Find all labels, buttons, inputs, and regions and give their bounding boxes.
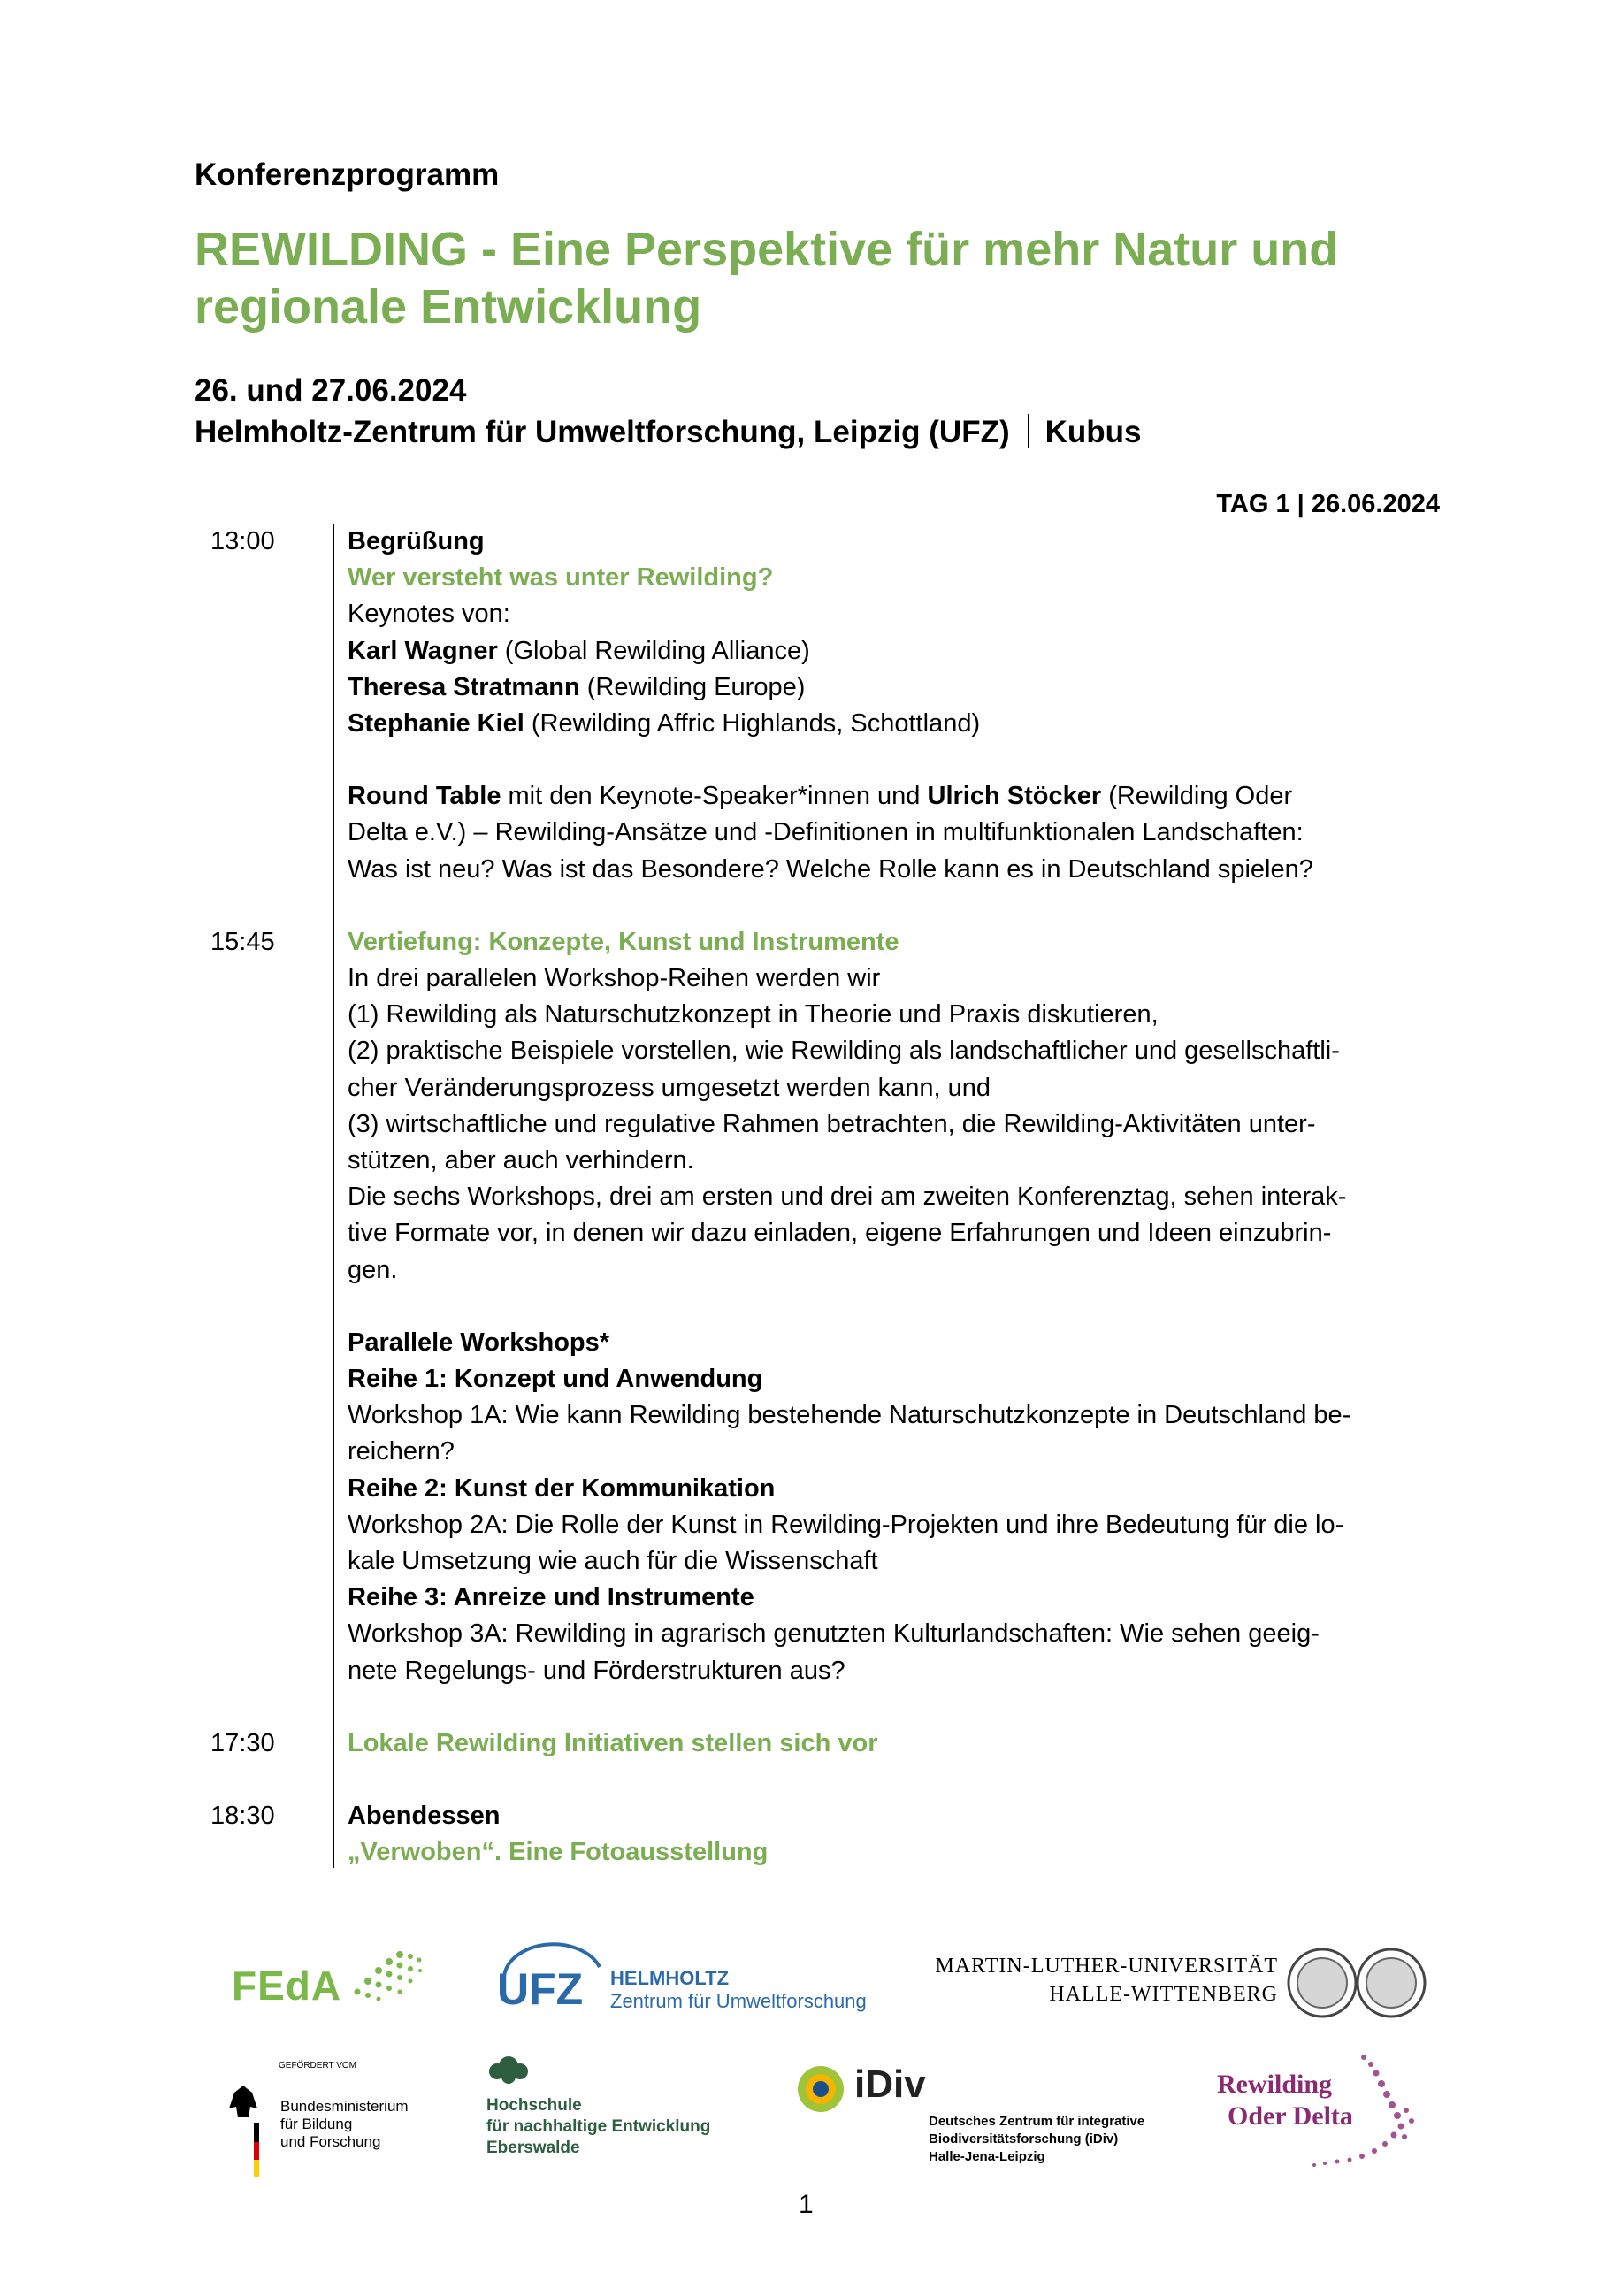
description-line: tive Formate vor, in denen wir dazu einladen, eigene Erfahrungen und Ideen einzubrin-	[348, 1219, 1332, 1248]
ufz-wordmark: UFZ	[497, 1964, 584, 2014]
bmbf-line2: für Bildung	[280, 2116, 353, 2132]
speaker-org: (Global Rewilding Alliance)	[497, 636, 810, 665]
program-slot-1545	[0, 924, 1622, 1726]
feda-wordmark: FEdA	[232, 1963, 342, 2009]
description-line: In drei parallelen Workshop-Reihen werden wir	[348, 964, 881, 993]
partner-logos	[0, 1928, 1622, 2193]
venue-name: Helmholtz-Zentrum für Umweltforschung, Leipzig (UFZ)	[195, 415, 1010, 449]
day-label: TAG 1 | 26.06.2024	[1216, 490, 1440, 518]
program-slot-1830	[0, 1798, 1622, 1871]
round-table-org: (Rewilding Oder	[1101, 782, 1293, 811]
speaker-name: Stephanie Kiel	[348, 709, 524, 739]
round-table-text	[348, 778, 1435, 815]
feda-logo	[232, 1946, 426, 2017]
program-slot-1730	[0, 1726, 1622, 1798]
bmbf-line1: Bundesministerium	[280, 2098, 409, 2115]
description-line: (1) Rewilding als Naturschutzkonzept in Theorie und Praxis diskutieren,	[348, 1000, 1159, 1029]
round-table-person: Ulrich Stöcker	[927, 782, 1102, 811]
idiv-eye-icon	[796, 2064, 845, 2114]
idiv-line1: Deutsches Zentrum für integrative	[929, 2114, 1145, 2129]
hne-logo	[486, 2048, 769, 2163]
workshop-line: kale Umsetzung wie auch für die Wissenschaft	[348, 1547, 878, 1576]
venue-room: Kubus	[1044, 415, 1142, 449]
description-line: cher Veränderungsprozess umgesetzt werden kann, und	[348, 1073, 991, 1102]
mlu-logo	[933, 1946, 1428, 2025]
federal-eagle-icon	[226, 2082, 261, 2179]
keynote-speaker	[348, 670, 1435, 706]
description-line: (2) praktische Beispiele vorstellen, wie Rewilding als landschaftlicher und gesellschaftli-	[348, 1037, 1340, 1066]
rod-line1: Rewilding	[1217, 2070, 1333, 2099]
separator-bar	[1028, 414, 1029, 448]
mlu-line2: HALLE-WITTENBERG	[1049, 1983, 1278, 2006]
keynote-speaker	[348, 633, 1435, 670]
program-schedule	[0, 524, 1622, 1871]
slot-heading: Lokale Rewilding Initiativen stellen sich vor	[348, 1728, 878, 1757]
university-seal-icon	[1287, 1946, 1428, 2022]
slot-subtitle: „Verwoben“. Eine Fotoausstellung	[348, 1838, 769, 1867]
idiv-line2: Biodiversitätsforschung (iDiv)	[929, 2131, 1119, 2147]
parallel-workshops-heading: Parallele Workshops*	[348, 1328, 610, 1357]
workshop-line: Workshop 1A: Wie kann Rewilding bestehende Naturschutzkonzepte in Deutschland be-	[348, 1401, 1351, 1430]
speaker-org: (Rewilding Affric Highlands, Schottland)	[524, 709, 981, 739]
workshop-line: reichern?	[348, 1437, 455, 1466]
round-table-mid: mit den Keynote-Speaker*innen und	[501, 782, 928, 811]
slot-time: 17:30	[210, 1728, 275, 1757]
ufz-subtitle: Zentrum für Umweltforschung	[610, 1990, 867, 2012]
round-table-label: Round Table	[348, 782, 501, 811]
speaker-name: Theresa Stratmann	[348, 672, 580, 701]
speaker-name: Karl Wagner	[348, 636, 498, 665]
conference-venue	[195, 414, 1142, 450]
slot-time: 15:45	[210, 927, 275, 956]
ufz-helmholtz: HELMHOLTZ	[610, 1967, 730, 1989]
workshop-series-heading: Reihe 1: Konzept und Anwendung	[348, 1365, 763, 1394]
slot-time: 18:30	[210, 1802, 275, 1831]
bmbf-logo	[226, 2061, 420, 2176]
description-line: stützen, aber auch verhindern.	[348, 1146, 694, 1175]
slot-heading: Vertiefung: Konzepte, Kunst und Instrumente	[348, 927, 899, 956]
idiv-line3: Halle-Jena-Leipzig	[929, 2149, 1045, 2164]
description-line: Die sechs Workshops, drei am ersten und drei am zweiten Konferenztag, sehen interak-	[348, 1182, 1347, 1212]
workshop-series-heading: Reihe 3: Anreize und Instrumente	[348, 1583, 754, 1612]
description-line: gen.	[348, 1255, 398, 1284]
hne-line2: für nachhaltige Entwicklung	[486, 2117, 711, 2136]
slot-heading: Begrüßung	[348, 527, 485, 555]
keynotes-intro: Keynotes von:	[348, 600, 510, 629]
mlu-line1: MARTIN-LUTHER-UNIVERSITÄT	[935, 1955, 1278, 1978]
idiv-wordmark: iDiv	[854, 2063, 926, 2106]
bmbf-line3: und Forschung	[280, 2133, 381, 2150]
idiv-logo	[796, 2061, 1167, 2176]
conference-title: REWILDING - Eine Perspektive für mehr Natur und regionale Entwicklung	[195, 223, 1339, 333]
workshop-line: nete Regelungs- und Förderstrukturen aus?	[348, 1656, 845, 1685]
slot-heading: Abendessen	[348, 1802, 501, 1831]
hne-tree-icon	[486, 2048, 531, 2093]
conference-dates: 26. und 27.06.2024	[195, 373, 467, 408]
slot-time: 13:00	[210, 527, 275, 555]
round-table-line: Delta e.V.) – Rewilding-Ansätze und -Definitionen in multifunktionalen Landschaften:	[348, 818, 1304, 847]
workshop-line: Workshop 2A: Die Rolle der Kunst in Rewilding-Projekten und ihre Bedeutung für die lo-	[348, 1510, 1344, 1539]
feda-dots-icon	[338, 1946, 426, 2008]
workshop-line: Workshop 3A: Rewilding in agrarisch genutzten Kulturlandschaften: Wie sehen geeig-	[348, 1619, 1320, 1649]
ufz-logo	[495, 1940, 884, 2020]
slot-subtitle: Wer versteht was unter Rewilding?	[348, 563, 774, 593]
rod-line2: Oder Delta	[1228, 2101, 1353, 2131]
hne-line3: Eberswalde	[486, 2139, 580, 2157]
speaker-org: (Rewilding Europe)	[579, 672, 806, 701]
round-table-line: Was ist neu? Was ist das Besondere? Welche Rolle kann es in Deutschland spielen?	[348, 854, 1313, 884]
document-label: Konferenzprogramm	[195, 157, 500, 192]
description-line: (3) wirtschaftliche und regulative Rahmen betrachten, die Rewilding-Aktivitäten unter-	[348, 1109, 1316, 1138]
bmbf-funded-by: GEFÖRDERT VOM	[279, 2061, 356, 2070]
hne-line1: Hochschule	[486, 2096, 582, 2115]
program-slot-1300	[0, 524, 1622, 924]
workshop-series-heading: Reihe 2: Kunst der Kommunikation	[348, 1473, 776, 1503]
rewilding-oder-delta-logo	[1212, 2052, 1424, 2176]
page-number: 1	[799, 2190, 814, 2219]
keynote-speaker	[348, 706, 1435, 742]
